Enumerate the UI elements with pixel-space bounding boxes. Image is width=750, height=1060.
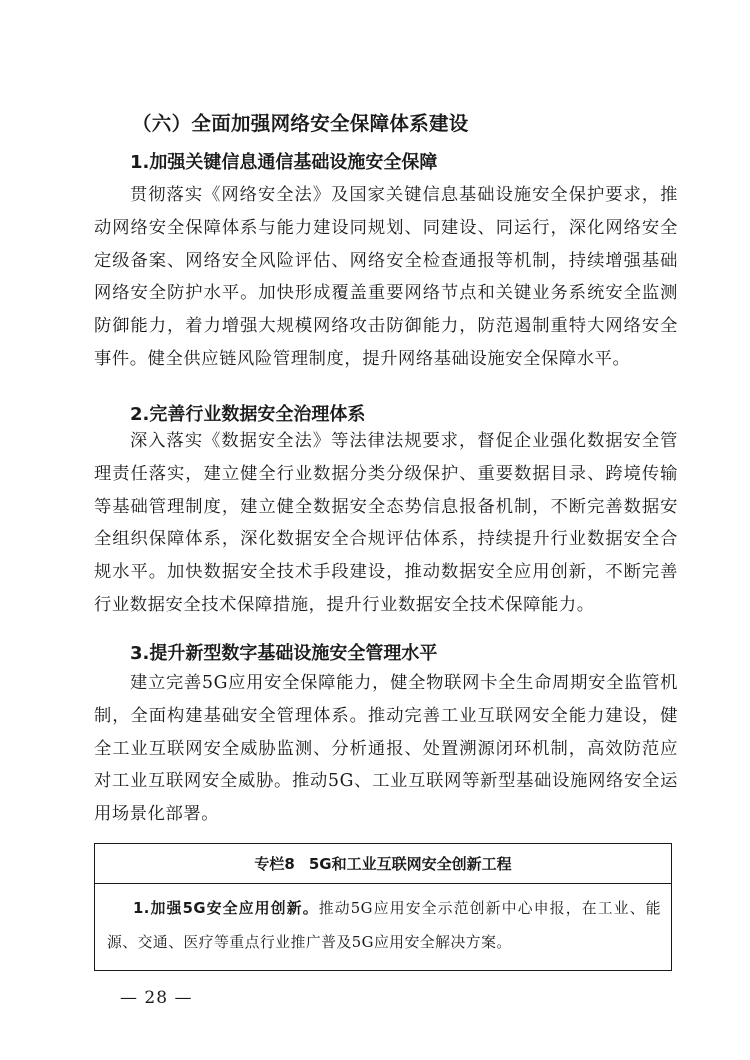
item-2-paragraph: 深入落实《数据安全法》等法律法规要求，督促企业强化数据安全管理责任落实，建立健全行业数据分类分级保护、重要数据目录、跨境传输等基础管理制度，建立健全数据安全态势信息报备机制，不断完善数据安全组织保障体系，深化数据安全合规评估体系，持续提升行业数据安全合规水平。加快数据安全技术手段建设，推动数据安全应用创新，不断完善行业数据安全技术保障措施，提升行业数据安全技术保障能力。 (94, 431, 678, 615)
item-1-paragraph: 贯彻落实《网络安全法》及国家关键信息基础设施安全保护要求，推动网络安全保障体系与能力建设同规划、同建设、同运行，深化网络安全定级备案、网络安全风险评估、网络安全检查通报等机制，持续增强基础网络安全防护水平。加快形成覆盖重要网络节点和关键业务系统安全监测防御能力，着力增强大规模网络攻击防御能力，防范遏制重特大网络安全事件。健全供应链风险管理制度，提升网络基础设施安全保障水平。 (94, 185, 678, 369)
box-title: 5G和工业互联网安全创新工程 (308, 855, 512, 873)
page-number: — 28 — (120, 988, 193, 1008)
item-1-heading: 1.加强关键信息通信基础设施安全保障 (130, 152, 438, 173)
box-text: 推动5G应用安全示范创新中心申报，在工业、能源、交通、医疗等重点行业推广普及5G应用安全解决方案。 (107, 900, 661, 951)
item-3-paragraph: 建立完善5G应用安全保障能力，健全物联网卡全生命周期安全监管机制，全面构建基础安全管理体系。推动完善工业互联网安全能力建设，健全工业互联网安全威胁监测、分析通报、处置溯源闭环机制，高效防范应对工业互联网安全威胁。推动5G、工业互联网等新型基础设施网络安全运用场景化部署。 (94, 673, 678, 825)
item-2-heading: 2.完善行业数据安全治理体系 (130, 404, 366, 425)
box-header (95, 844, 671, 884)
box-body (95, 884, 671, 960)
box-label: 专栏8 (254, 855, 295, 873)
box-lead: 1.加强5G安全应用创新。 (133, 900, 319, 917)
special-column-box (94, 843, 672, 971)
item-3-heading: 3.提升新型数字基础设施安全管理水平 (130, 643, 438, 664)
section-title: （六）全面加强网络安全保障体系建设 (132, 112, 469, 135)
